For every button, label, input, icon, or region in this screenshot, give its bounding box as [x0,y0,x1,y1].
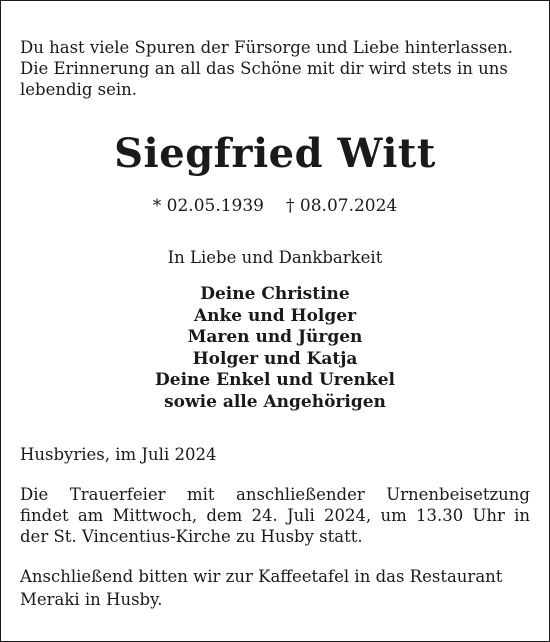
death-date: † 08.07.2024 [286,196,398,216]
place-and-date: Husbyries, im Juli 2024 [20,445,217,464]
deceased-name: Siegfried Witt [114,130,436,177]
reception-line: Meraki in Husby. [20,590,163,609]
mourners-list [1,284,549,413]
mourner-entry: Maren und Jürgen [187,327,363,347]
mourner-entry: Holger und Katja [192,348,358,369]
life-dates [1,195,549,217]
mourner-entry: sowie alle Angehörigen [164,391,386,412]
reception-details [20,565,530,611]
mourner-entry: Deine Christine [200,284,350,304]
reception-line: Anschließend bitten wir zur Kaffeetafel in das Restaurant [20,567,503,586]
intro-verse [20,37,530,100]
ceremony-line: findet am Mittwoch, dem 24. Juli 2024, um 13.30 Uhr in [20,506,530,525]
intro-line: Die Erinnerung an all das Schöne mit dir wird stets in uns [20,59,508,78]
ceremony-details [20,484,530,547]
mourner-entry: Anke und Holger [193,305,357,326]
mourner-entry: Deine Enkel und Urenkel [155,370,395,390]
intro-line: lebendig sein. [20,80,138,99]
ceremony-line: der St. Vincentius-Kirche zu Husby statt. [20,527,363,546]
intro-line: Du hast viele Spuren der Fürsorge und Liebe hinterlassen. [20,38,513,57]
ceremony-line: Die Trauerfeier mit anschließender Urnenbeisetzung [20,485,530,504]
birth-date: * 02.05.1939 [152,196,264,216]
gratitude-line: In Liebe und Dankbarkeit [167,248,383,267]
